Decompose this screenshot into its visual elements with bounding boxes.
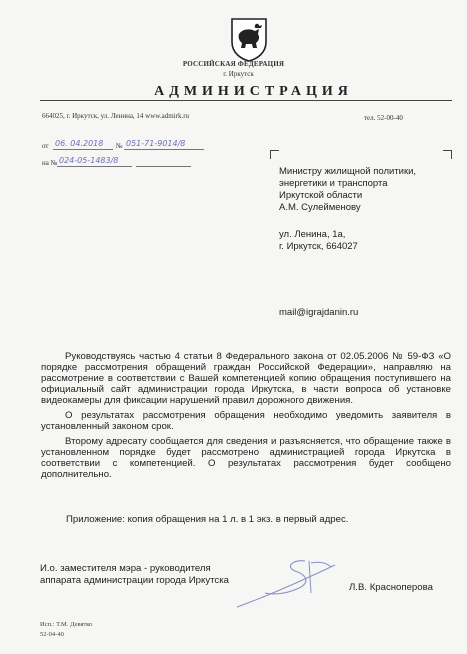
signer-name: Л.В. Красноперова: [349, 582, 433, 593]
header-divider: [40, 100, 452, 101]
date-label: от: [42, 142, 49, 150]
number-underline: [124, 149, 204, 150]
coat-of-arms-icon: [228, 16, 270, 62]
org-title: АДМИНИСТРАЦИЯ: [154, 84, 353, 99]
number-label: №: [116, 142, 123, 150]
recipient-address-line: г. Иркутск, 664027: [279, 241, 358, 252]
signer-position-line-2: аппарата администрации города Иркутска: [40, 575, 229, 586]
recipient-corner-right: [443, 150, 452, 159]
body-paragraph-3: Второму адресату сообщается для сведения и разъясняется, что обращение также в установленном порядке будет рассмотрено администрацией города Иркутска в соответствии с компетенцией. О результатах рассмотрения будет сообщено дополнительно.: [41, 436, 451, 480]
executor-name: Исп.: Т.М. Девятко: [40, 621, 93, 628]
reg-number: 051-71-9014/8: [126, 139, 186, 148]
recipient-line: энергетики и транспорта: [279, 178, 388, 189]
recipient-line: Иркутской области: [279, 190, 363, 201]
city-name: г. Иркутск: [223, 70, 254, 78]
body-paragraph-1: Руководствуясь частью 4 статьи 8 Федерального закона от 02.05.2006 № 59-ФЗ «О порядке рассмотрения обращений граждан Российской Федерации», направляю на рассмотрение в соответствии с Вашей компетенцией копию обращения поступившего на официальный сайт администрации города Иркутска, в части вопроса об установке видеокамеры для фиксации нарушений правил дорожного движения.: [41, 351, 451, 406]
executor-info: [40, 620, 92, 640]
reg-date: 06. 04.2018: [55, 139, 104, 148]
country-name: РОССИЙСКАЯ ФЕДЕРАЦИЯ: [182, 60, 285, 68]
recipient-block: [279, 166, 416, 253]
recipient-line: Министру жилищной политики,: [279, 166, 417, 177]
date-underline: [53, 149, 113, 150]
in-reply-date-underline: [136, 166, 191, 167]
org-phone: тел. 52-00-40: [364, 114, 403, 122]
in-reply-underline: [57, 166, 132, 167]
recipient-line: А.М. Сулейменову: [279, 202, 361, 213]
handwritten-signature: [235, 553, 345, 613]
recipient-corner-left: [270, 150, 279, 159]
signer-position: [40, 563, 229, 587]
in-reply-label: на №: [42, 159, 58, 167]
recipient-email: mail@igrajdanin.ru: [279, 307, 359, 318]
signer-position-line-1: И.о. заместителя мэра - руководителя: [40, 563, 211, 574]
recipient-address-line: ул. Ленина, 1а,: [279, 229, 346, 240]
in-reply-number: 024-05-1483/8: [59, 156, 119, 165]
attachment-note: Приложение: копия обращения на 1 л. в 1 экз. в первый адрес.: [66, 514, 349, 525]
executor-phone: 52-04-40: [40, 631, 64, 638]
org-address: 664025, г. Иркутск, ул. Ленина, 14 www.admirk.ru: [42, 112, 190, 120]
body-paragraph-2: О результатах рассмотрения обращения необходимо уведомить заявителя в установленный законом срок.: [41, 410, 451, 432]
letter-body: [41, 351, 451, 480]
